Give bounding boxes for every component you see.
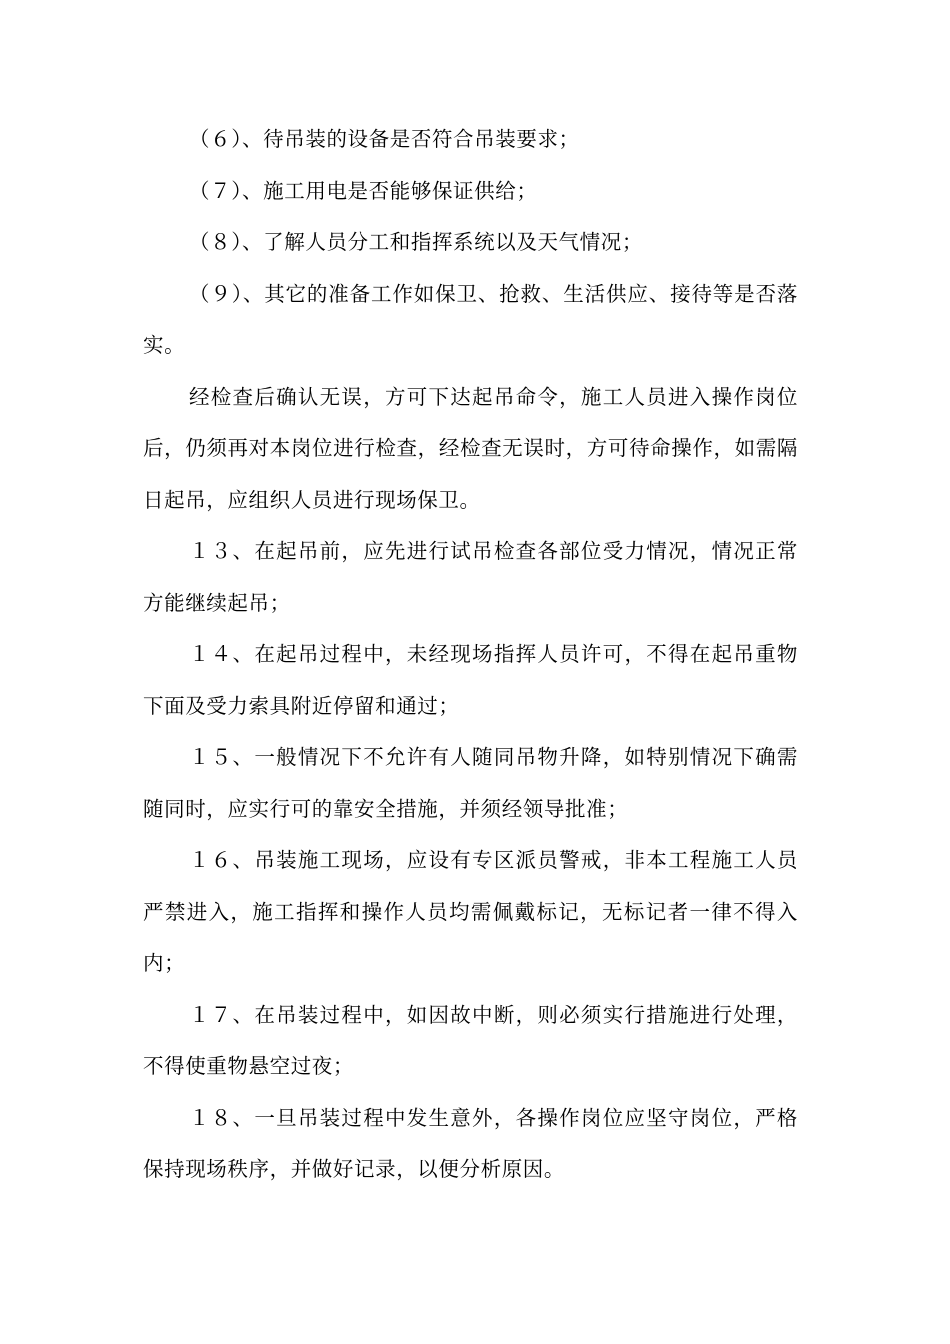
list-item-9: （９）、其它的准备工作如保卫、抢救、生活供应、接待等是否落实。 (143, 281, 798, 357)
rule-16: １６、吊装施工现场，应设有专区派员警戒，非本工程施工人员严禁进入，施工指挥和操作人员均需佩戴标记，无标记者一律不得入内； (143, 848, 798, 975)
list-item-6: （６）、待吊装的设备是否符合吊装要求； (189, 127, 580, 151)
inspection-paragraph: 经检查后确认无误，方可下达起吊命令，施工人员进入操作岗位后，仍须再对本岗位进行检查，经检查无误时，方可待命操作，如需隔日起吊，应组织人员进行现场保卫。 (143, 384, 798, 512)
rule-13: １３、在起吊前，应先进行试吊检查各部位受力情况，情况正常方能继续起吊； (143, 539, 798, 615)
document-body (143, 114, 798, 1196)
rule-17: １７、在吊装过程中，如因故中断，则必须实行措施进行处理，不得使重物悬空过夜； (143, 1002, 798, 1078)
rule-18: １８、一旦吊装过程中发生意外，各操作岗位应坚守岗位，严格保持现场秩序，并做好记录，以便分析原因。 (143, 1105, 798, 1181)
list-item-7: （７）、施工用电是否能够保证供给； (189, 178, 538, 203)
list-item-8: （８）、了解人员分工和指挥系统以及天气情况； (189, 230, 643, 254)
rule-15: １５、一般情况下不允许有人随同吊物升降，如特别情况下确需随同时，应实行可的靠安全措施，并须经领导批准； (143, 745, 798, 821)
rule-14: １４、在起吊过程中，未经现场指挥人员许可，不得在起吊重物下面及受力索具附近停留和通过； (143, 642, 798, 718)
